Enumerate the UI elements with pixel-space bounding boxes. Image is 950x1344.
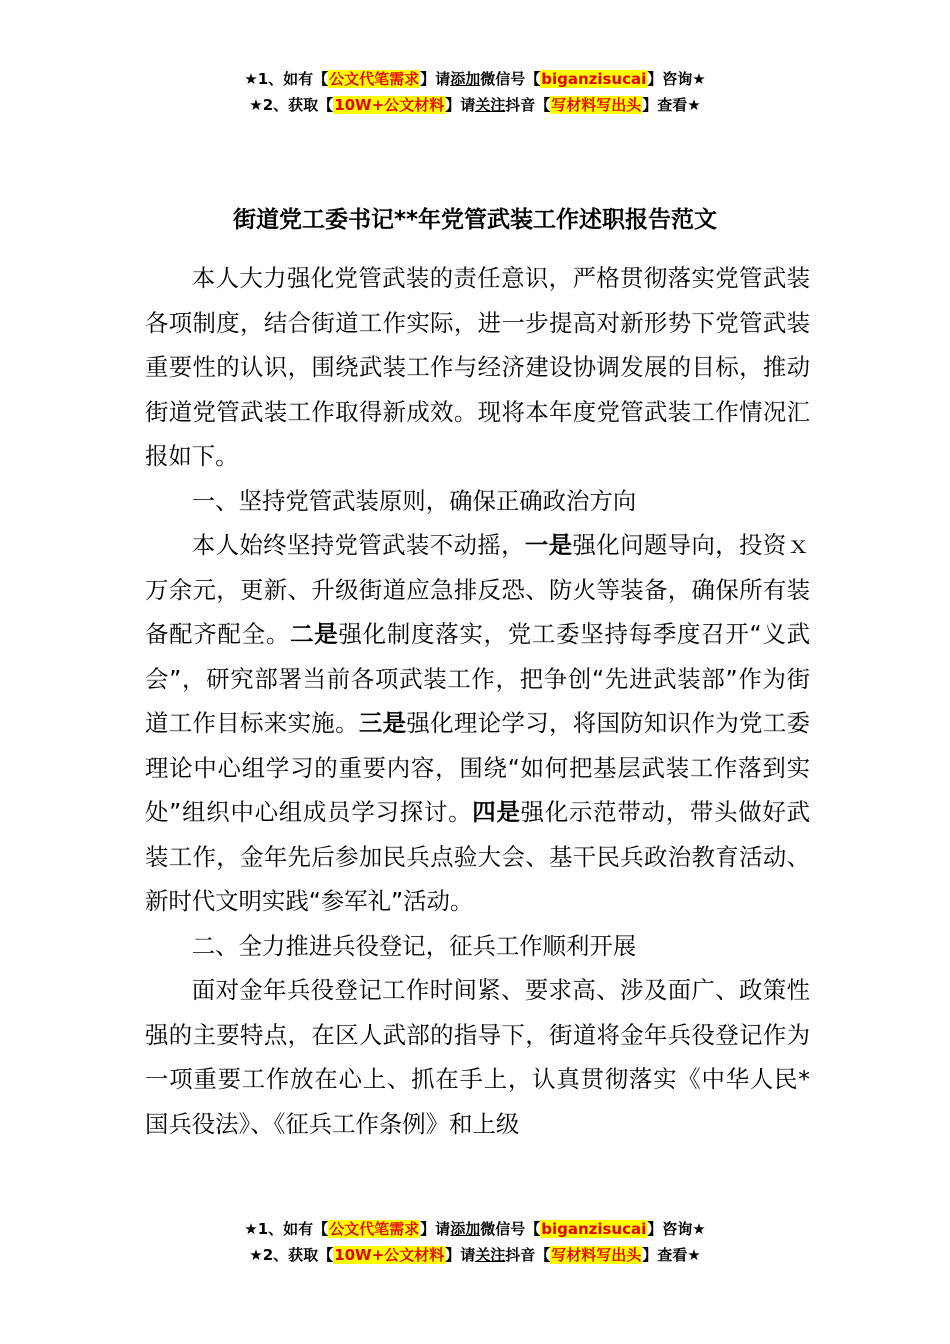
bold-marker: 三是 bbox=[358, 709, 407, 737]
document-title: 街道党工委书记**年党管武装工作述职报告范文 bbox=[232, 207, 718, 233]
section-1-heading: 一、坚持党管武装原则，确保正确政治方向 bbox=[191, 486, 637, 515]
banner-line-2 bbox=[0, 1242, 950, 1268]
banner-highlight: biganzisucai bbox=[541, 1220, 647, 1238]
banner-text: 】查看★ bbox=[642, 1246, 701, 1264]
banner-line-2 bbox=[0, 92, 950, 118]
paragraph-text: 强化问题导向，投资ｘ万余元，更新、升级街道应急排反恐、防火等装备，确保所有装备配齐配全。 bbox=[145, 531, 811, 648]
bold-marker: 二是 bbox=[290, 620, 339, 648]
banner-text: 微信号【 bbox=[480, 1220, 541, 1238]
paragraph-text: 强化示范带动，带头做好武装工作，金年先后参加民兵点验大会、基干民兵政治教育活动、新时代文明实践“参军礼”活动。 bbox=[145, 798, 811, 915]
banner-text: 微信号【 bbox=[480, 70, 541, 88]
banner-text: ★2、获取【 bbox=[249, 96, 334, 114]
banner-highlight: 写材料写出头 bbox=[551, 96, 642, 114]
intro-paragraph: 本人大力强化党管武装的责任意识，严格贯彻落实党管武装各项制度，结合街道工作实际，进一步提高对新形势下党管武装重要性的认识，围绕武装工作与经济建设协调发展的目标，推动街道党管武装工作取得新成效。现将本年度党管武装工作情况汇报如下。 bbox=[145, 264, 810, 470]
banner-text: 】咨询★ bbox=[647, 1220, 706, 1238]
paragraph-text: 本人始终坚持党管武装不动摇， bbox=[191, 531, 525, 559]
banner-highlight: biganzisucai bbox=[541, 70, 647, 88]
banner-text: ★2、获取【 bbox=[249, 1246, 334, 1264]
banner-text: ★1、如有【 bbox=[244, 1220, 329, 1238]
banner-underlined: 添加 bbox=[450, 1220, 481, 1238]
banner-highlight: 公文代笔需求 bbox=[329, 1220, 420, 1238]
banner-text: 】请 bbox=[420, 1220, 451, 1238]
banner-text: 】请 bbox=[420, 70, 451, 88]
bold-marker: 四是 bbox=[472, 798, 521, 826]
banner-text: 抖音【 bbox=[505, 96, 551, 114]
section-1-paragraph bbox=[145, 523, 810, 924]
banner-highlight: 10W+公文材料 bbox=[334, 1246, 445, 1264]
banner-highlight: 10W+公文材料 bbox=[334, 96, 445, 114]
paragraph-text: 强化制度落实，党工委坚持每季度召开“义武会”，研究部署当前各项武装工作，把争创“先进武装部”作为街道工作目标来实施。 bbox=[145, 620, 811, 737]
section-2-paragraph: 面对金年兵役登记工作时间紧、要求高、涉及面广、政策性强的主要特点，在区人武部的指导下，街道将金年兵役登记作为一项重要工作放在心上、抓在手上，认真贯彻落实《中华人民*国兵役法》、《征兵工作条例》和上级 bbox=[145, 976, 810, 1138]
banner-text: 抖音【 bbox=[505, 1246, 551, 1264]
banner-highlight: 写材料写出头 bbox=[551, 1246, 642, 1264]
bottom-banner bbox=[0, 1216, 950, 1268]
banner-text: 】查看★ bbox=[642, 96, 701, 114]
banner-underlined: 关注 bbox=[475, 1246, 506, 1264]
banner-line-1 bbox=[0, 66, 950, 92]
top-banner bbox=[0, 66, 950, 118]
document-body bbox=[145, 256, 810, 1146]
paragraph-text: 强化理论学习，将国防知识作为党工委理论中心组学习的重要内容，围绕“如何把基层武装工作落到实处”组织中心组成员学习探讨。 bbox=[145, 709, 811, 826]
section-2-heading: 二、全力推进兵役登记，征兵工作顺利开展 bbox=[191, 931, 637, 960]
banner-underlined: 添加 bbox=[450, 70, 481, 88]
banner-text: 】请 bbox=[445, 1246, 476, 1264]
banner-text: 】请 bbox=[445, 96, 476, 114]
banner-text: ★1、如有【 bbox=[244, 70, 329, 88]
banner-text: 】咨询★ bbox=[647, 70, 706, 88]
banner-highlight: 公文代笔需求 bbox=[329, 70, 420, 88]
banner-line-1 bbox=[0, 1216, 950, 1242]
banner-underlined: 关注 bbox=[475, 96, 506, 114]
bold-marker: 一是 bbox=[524, 531, 573, 559]
